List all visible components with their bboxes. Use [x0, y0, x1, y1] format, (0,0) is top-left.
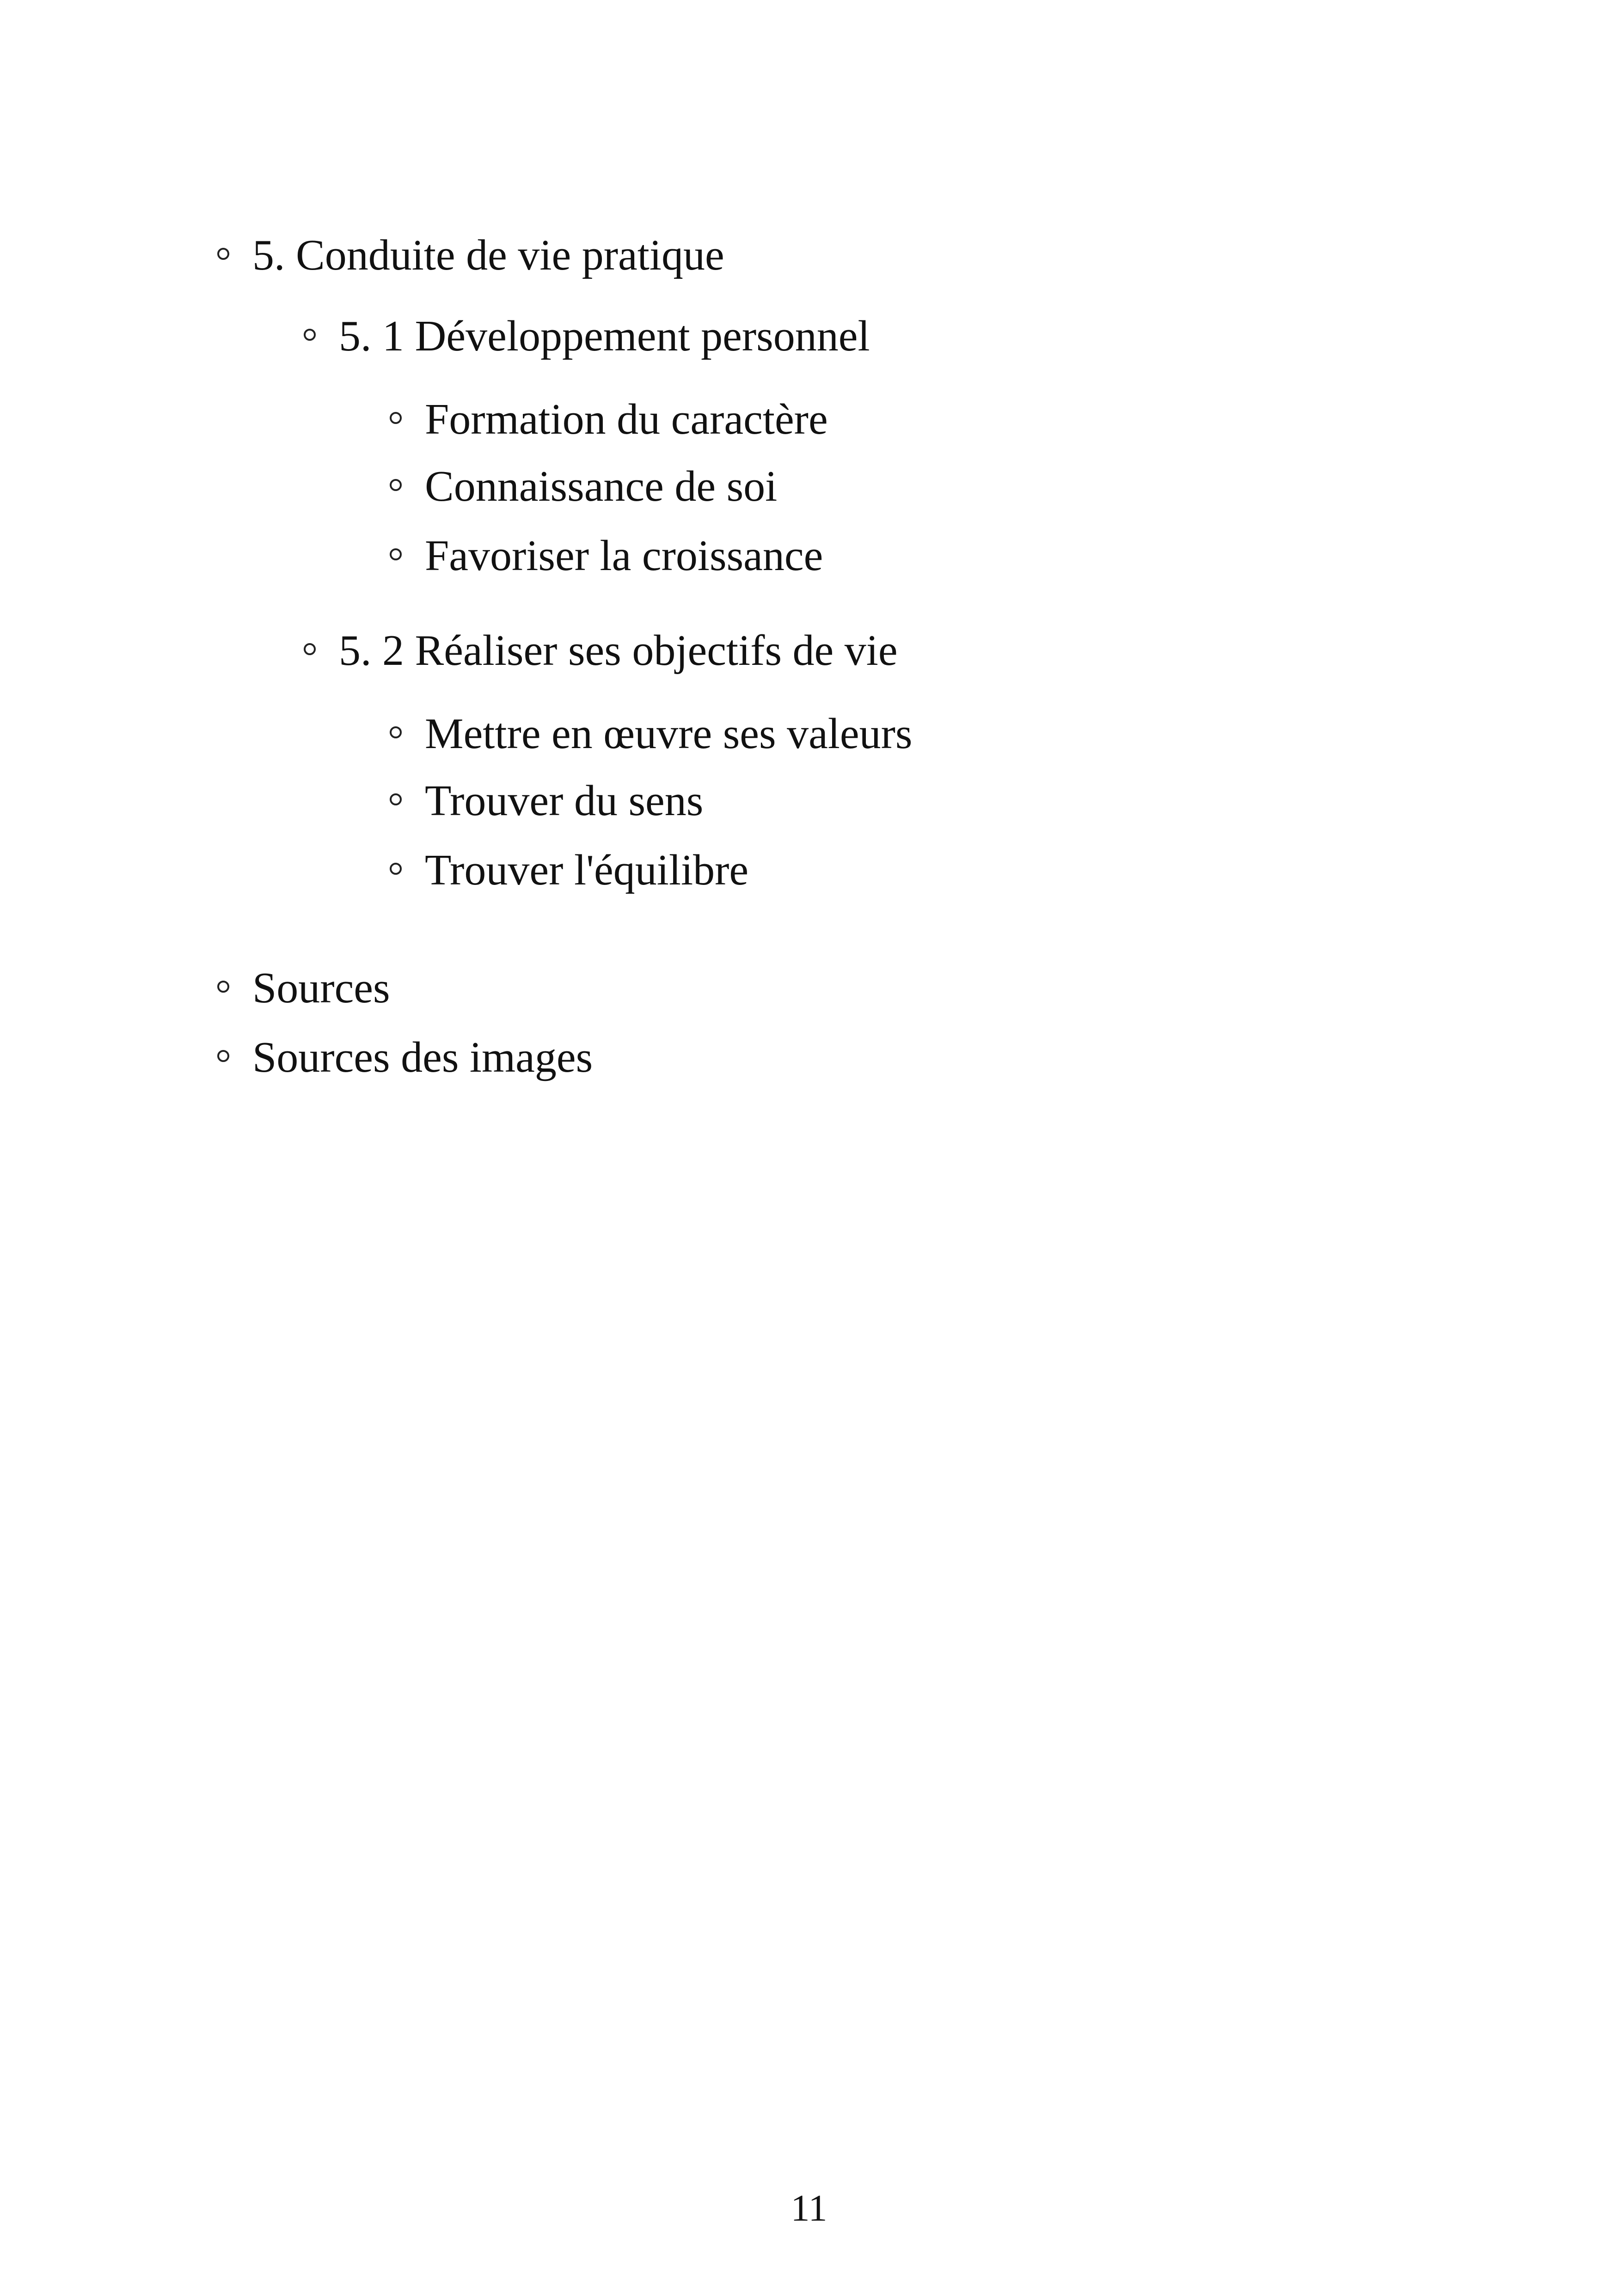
toc-item-trouver-du-sens[interactable] — [390, 779, 703, 823]
toc-item-connaissance-de-soi[interactable] — [390, 462, 778, 510]
circle-bullet-icon — [304, 643, 316, 655]
toc-item-label: Favoriser la croissance — [425, 532, 823, 580]
toc-item-favoriser-la-croissance[interactable] — [390, 532, 823, 580]
toc-item-label: Formation du caractère — [425, 395, 828, 443]
circle-bullet-icon — [390, 726, 402, 738]
toc-item-label: Trouver du sens — [425, 777, 704, 825]
circle-bullet-icon — [217, 248, 229, 260]
toc-item-label: 5. Conduite de vie pratique — [252, 231, 724, 279]
toc-item-label: Trouver l'équilibre — [425, 846, 749, 894]
circle-bullet-icon — [390, 479, 402, 491]
toc-item-label: 5. 1 Développement personnel — [339, 312, 870, 360]
circle-bullet-icon — [390, 548, 402, 560]
toc-item-mettre-en-oeuvre-ses-valeurs[interactable] — [390, 710, 913, 758]
toc-item-label: Connaissance de soi — [425, 462, 778, 510]
page-number: 11 — [791, 2187, 827, 2229]
toc-item-realiser-ses-objectifs-de-vie[interactable] — [304, 626, 898, 675]
toc-item-label: Sources des images — [252, 1033, 593, 1081]
toc-item-label: 5. 2 Réaliser ses objectifs de vie — [339, 626, 898, 675]
toc-item-formation-du-caractere[interactable] — [390, 395, 828, 443]
toc-item-label: Sources — [252, 964, 390, 1012]
toc-item-trouver-l-equilibre[interactable] — [390, 848, 748, 892]
circle-bullet-icon — [390, 863, 402, 875]
toc-item-label: Mettre en œuvre ses valeurs — [425, 710, 913, 758]
circle-bullet-icon — [217, 981, 229, 993]
toc-item-developpement-personnel[interactable] — [304, 314, 870, 358]
circle-bullet-icon — [390, 412, 402, 424]
toc-item-conduite-de-vie-pratique[interactable] — [217, 233, 724, 277]
toc-item-sources-des-images[interactable] — [217, 1033, 593, 1081]
toc-item-sources[interactable] — [217, 966, 390, 1010]
circle-bullet-icon — [304, 329, 316, 341]
circle-bullet-icon — [390, 793, 402, 805]
circle-bullet-icon — [217, 1050, 229, 1062]
